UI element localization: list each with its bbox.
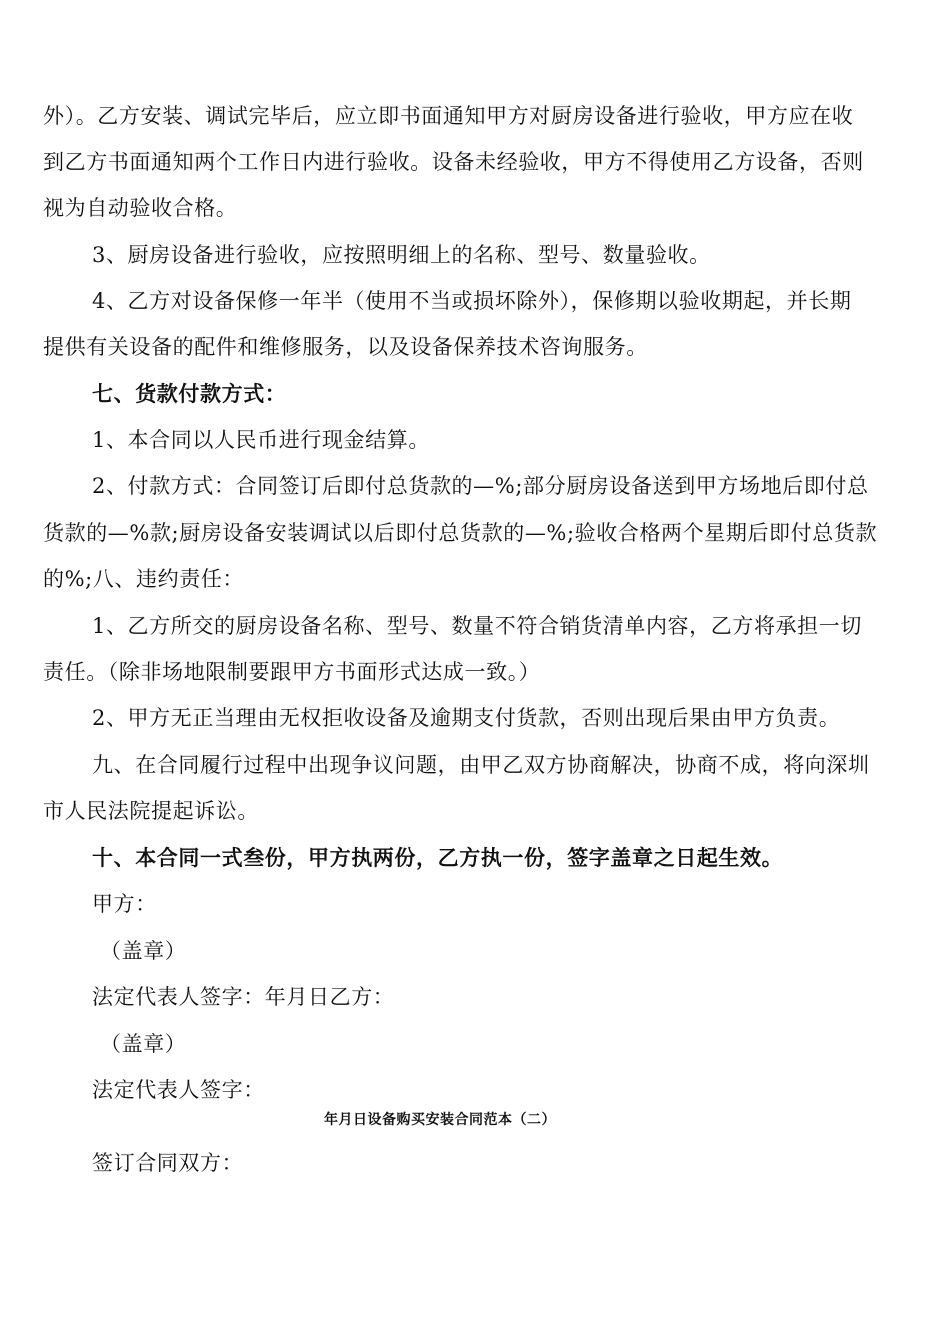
paragraph-line: 责任。（除非场地限制要跟甲方书面形式达成一致。）: [43, 660, 541, 684]
party-a-label: 甲方：: [92, 892, 157, 916]
payment-clause-1: 1、本合同以人民币进行现金结算。: [92, 428, 430, 452]
section-effective: 十、本合同一式叁份，甲方执两份，乙方执一份，签字盖章之日起生效。: [92, 845, 784, 870]
paragraph-line: 视为自动验收合格。: [43, 196, 238, 220]
contract-title: 年月日设备购买安装合同范本（二）: [324, 1112, 556, 1128]
paragraph-line: 提供有关设备的配件和维修服务，以及设备保养技术咨询服务。: [43, 335, 648, 359]
clause-4: 4、乙方对设备保修一年半（使用不当或损坏除外），保修期以验收期起，并长期: [92, 289, 852, 313]
signature-line: 法定代表人签字：年月日乙方：: [92, 985, 395, 1009]
paragraph-line: 市人民法院提起诉讼。: [43, 799, 259, 823]
clause-3: 3、厨房设备进行验收，应按照明细上的名称、型号、数量验收。: [92, 243, 711, 267]
contracting-parties-label: 签订合同双方：: [92, 1151, 244, 1175]
paragraph-line: 到乙方书面通知两个工作日内进行验收。设备未经验收，甲方不得使用乙方设备，否则: [43, 150, 864, 174]
seal-label: （盖章）: [100, 939, 187, 963]
payment-clause-2: 2、付款方式：合同签订后即付总货款的—%;部分厨房设备送到甲方场地后即付总: [92, 474, 869, 498]
section-heading-payment: 七、货款付款方式：: [92, 381, 287, 406]
paragraph-line: 外）。乙方安装、调试完毕后，应立即书面通知甲方对厨房设备进行验收，甲方应在收: [43, 104, 854, 128]
section-dispute: 九、在合同履行过程中出现争议问题，由甲乙双方协商解决，协商不成，将向深圳: [92, 753, 870, 777]
liability-clause-1: 1、乙方所交的厨房设备名称、型号、数量不符合销货清单内容，乙方将承担一切: [92, 614, 862, 638]
liability-clause-2: 2、甲方无正当理由无权拒收设备及逾期支付货款，否则出现后果由甲方负责。: [92, 706, 841, 730]
paragraph-line: 的%;八、违约责任：: [43, 567, 245, 591]
paragraph-line: 货款的—%款;厨房设备安装调试以后即付总货款的—%;验收合格两个星期后即付总货款: [43, 521, 878, 545]
signature-line: 法定代表人签字：: [92, 1078, 265, 1102]
seal-label: （盖章）: [100, 1032, 187, 1056]
